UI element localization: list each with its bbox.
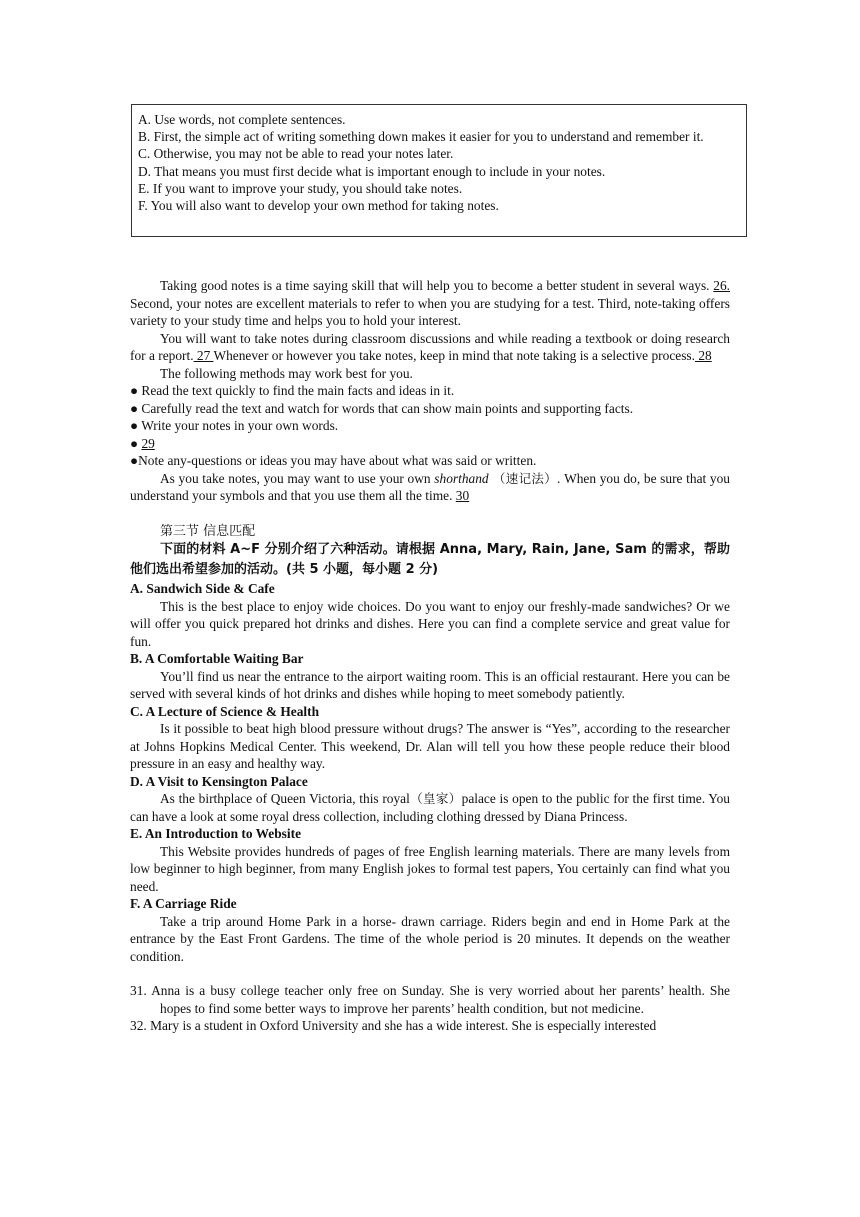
option-c: C. Otherwise, you may not be able to read your notes later. [138, 146, 454, 162]
question-31: 31. Anna is a busy college teacher only free on Sunday. She is very worried about her parents’ health. She hopes to find some better ways to improve her parents’ health condition, but not medicine. [130, 983, 730, 1016]
activity-c-title: C. A Lecture of Science & Health [130, 703, 320, 719]
option-b: B. First, the simple act of writing something down makes it easier for you to understand and remember it. [138, 129, 704, 145]
passage-paragraph-2: You will want to take notes during classroom discussions and while reading a textbook or doing research for a report. 27 Whenever or however you take notes, keep in mind that note taking is a selective process. 28 [130, 330, 730, 363]
option-f: F. You will also want to develop your own method for taking notes. [138, 198, 499, 214]
bullet-3: ● Write your notes in your own words. [130, 418, 339, 433]
bullet-2: ● Carefully read the text and watch for words that can show main points and supporting facts. [130, 400, 634, 416]
section-3-instructions: 下面的材料 A~F 分别介绍了六种活动。请根据 Anna, Mary, Rain, Jane, Sam 的需求，帮助他们选出希望参加的活动。(共 5 小题，每小题 2 分) [130, 542, 730, 577]
activity-b-title: B. A Comfortable Waiting Bar [130, 651, 304, 666]
activity-a-title: A. Sandwich Side & Cafe [130, 581, 275, 596]
passage-paragraph-1: Taking good notes is a time saying skill that will help you to become a better student in several ways. 26. Second, your notes are excellent materials to refer to when you are studying for a test. Third, note-taking offers variety to your study time and helps you to hold your interest. [130, 278, 730, 328]
activity-a-body: This is the best place to enjoy wide choices. Do you want to enjoy our freshly-made sandwiches? Or we will offer you quick prepared hot drinks and dishes. Here you can find a complete service and great value for fun. [130, 598, 730, 649]
blank-28: 28 [694, 348, 712, 363]
shorthand-term: shorthand [434, 470, 489, 486]
blank-30: 30 [455, 488, 470, 503]
bullet-1: ● Read the text quickly to find the main facts and ideas in it. [130, 383, 455, 398]
options-box [131, 104, 747, 237]
activity-d-body: As the birthplace of Queen Victoria, this royal（皇家）palace is open to the public for the first time. You can have a look at some royal dress collection, including clothing dressed by Diana Princess. [130, 791, 730, 824]
blank-29: 29 [141, 435, 155, 451]
option-a: A. Use words, not complete sentences. [138, 112, 346, 127]
bullet-4: ● 29 [130, 435, 155, 451]
blank-27: 27 [193, 348, 214, 363]
activity-c-body: Is it possible to beat high blood pressure without drugs? The answer is “Yes”, according to the researcher at Johns Hopkins Medical Center. This weekend, Dr. Alan will tell you how these people reduce their blood pressure in an easy and healthy way. [130, 721, 730, 771]
activity-e-body: This Website provides hundreds of pages of free English learning materials. There are many levels from low beginner to high beginner, from many English jokes to formal test papers, You certainly can find what you need. [130, 843, 730, 894]
activity-b-body: You’ll find us near the entrance to the airport waiting room. This is an official restaurant. Here you can be served with several kinds of hot drinks and dishes while hoping to meet somebody patiently. [130, 668, 730, 701]
activity-d-title: D. A Visit to Kensington Palace [130, 773, 308, 789]
option-e: E. If you want to improve your study, you should take notes. [138, 180, 463, 196]
activity-f-title: F. A Carriage Ride [130, 896, 237, 911]
activity-e-title: E. An Introduction to Website [130, 826, 302, 841]
passage [130, 277, 730, 1035]
section-3-title: 第三节 信息匹配 [160, 523, 256, 539]
option-d: D. That means you must first decide what is important enough to include in your notes. [138, 163, 606, 179]
passage-paragraph-4: As you take notes, you may want to use your own shorthand （速记法）. When you do, be sure that you understand your symbols and that you use them all the time. 30 [130, 470, 730, 503]
bullet-5: ●Note any-questions or ideas you may have about what was said or written. [130, 453, 537, 468]
question-32: 32. Mary is a student in Oxford University and she has a wide interest. She is especially interested [130, 1018, 657, 1033]
activity-f-body: Take a trip around Home Park in a horse- drawn carriage. Riders begin and end in Home Park at the entrance by the East Front Gardens. The time of the whole period is 20 minutes. It depends on the weather condition. [130, 913, 730, 964]
blank-26: 26. [713, 278, 730, 293]
passage-paragraph-3: The following methods may work best for you. [160, 365, 413, 381]
